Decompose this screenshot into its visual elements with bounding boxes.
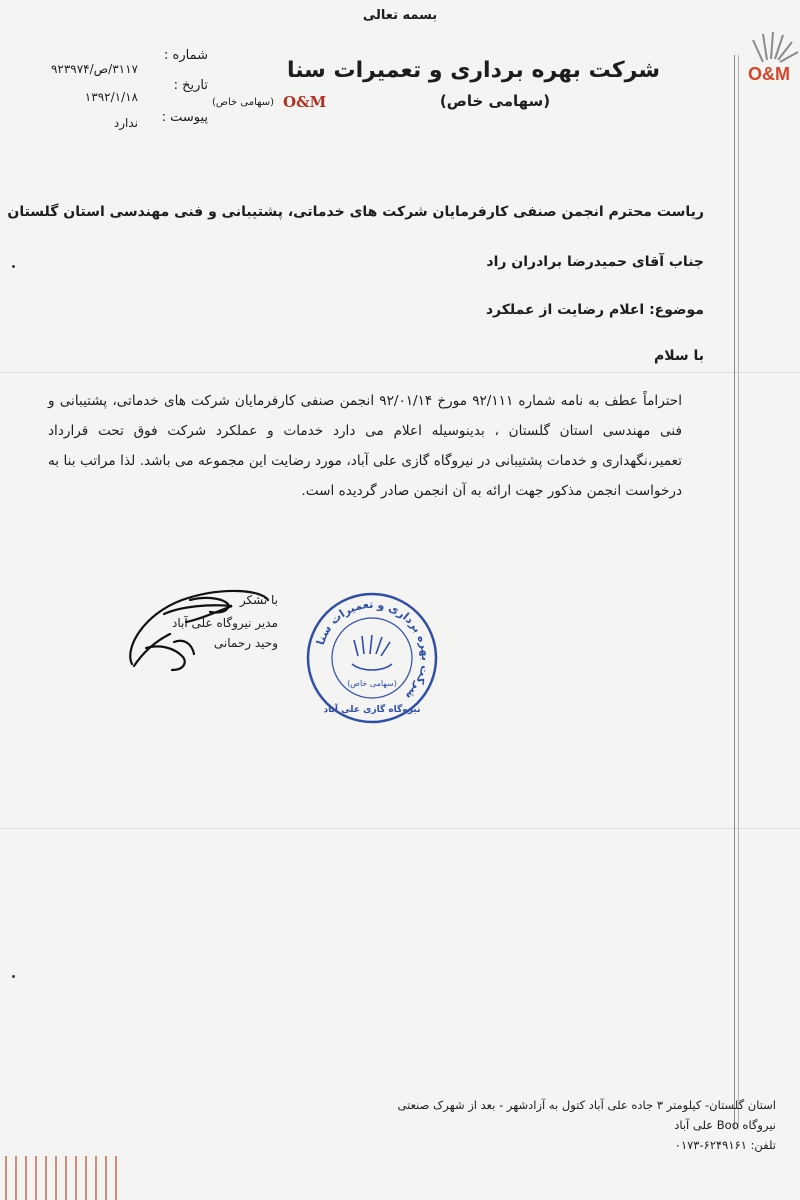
company-stamp [304,590,440,726]
border-rule [738,55,739,1130]
closing-text: با تشکر [239,593,278,607]
punch-mark [12,975,15,978]
stamp-ring-text: شرکت بهره برداری و تعمیرات سنا [313,597,433,703]
inline-brand-sub: (سهامی خاص) [211,97,275,108]
date-label: تاریخ : [173,78,208,93]
company-name: شرکت بهره برداری و تعمیرات سنا [286,58,660,83]
paper-fold [0,372,800,373]
attachment-value: ندارد [113,116,138,130]
date-value: ۱۳۹۲/۱/۱۸ [84,90,138,104]
signer-title: مدیر نیروگاه علی آباد [172,616,278,630]
punch-mark [12,265,15,268]
number-label: شماره : [164,48,208,63]
stamp-inner-text: (سهامی خاص) [347,679,397,688]
stamp-emblem [352,635,392,670]
company-type: (سهامی خاص) [439,92,551,110]
footer-address: استان گلستان- کیلومتر ۳ جاده علی آباد کتول به آزادشهر - بعد از شهرک صنعتی [397,1098,776,1112]
inline-brand: O&M [283,93,327,111]
footer-phone: تلفن: ۶۲۴۹۱۶۱-۰۱۷۳ [674,1138,776,1152]
subject-line: موضوع: اعلام رضایت از عملکرد [485,302,704,318]
edge-tick-marks [0,1152,130,1200]
addressee-line: جناب آقای حمیدرضا برادران راد [486,254,704,270]
letter-body: احتراماً عطف به نامه شماره ۹۲/۱۱۱ مورخ ۹۲/۰۱/۱۴ انجمن صنفی کارفرمایان شرکت های خدماتی، پشتیبانی و فنی مهندسی استان گلستان ، بدینوسیله اعلام می دارد خدمات و عملکرد شرکت فوق تحت قرارداد تعمیر،نگهداری و خدمات پشتیبانی در نیروگاه گازی علی آباد، مورد رضایت این مجموعه می باشد. لذا مراتب بنا به درخواست انجمن مذکور جهت ارائه به آن انجمن صادر گردیده است. [48,393,682,499]
stamp-bottom-text: نیروگاه گازی علی آباد [323,705,421,715]
footer-plant: نیروگاه Boo علی آباد [674,1118,776,1132]
number-value: ۳۱۱۷/ص/۹۲۳۹۷۴ [50,62,138,76]
paper-fold [0,828,800,829]
recipient-line: ریاست محترم انجمن صنفی کارفرمایان شرکت های خدماتی، پشتیبانی و فنی مهندسی استان گلستان [7,204,704,220]
border-rule [734,55,735,1130]
greeting-line: با سلام [653,348,704,364]
attachment-label: پیوست : [161,110,208,125]
signer-name: وحید رحمانی [213,636,278,650]
logo-text: O&M [748,64,790,84]
handwritten-signature [112,578,282,678]
bismillah: بسمه تعالی [362,8,438,23]
